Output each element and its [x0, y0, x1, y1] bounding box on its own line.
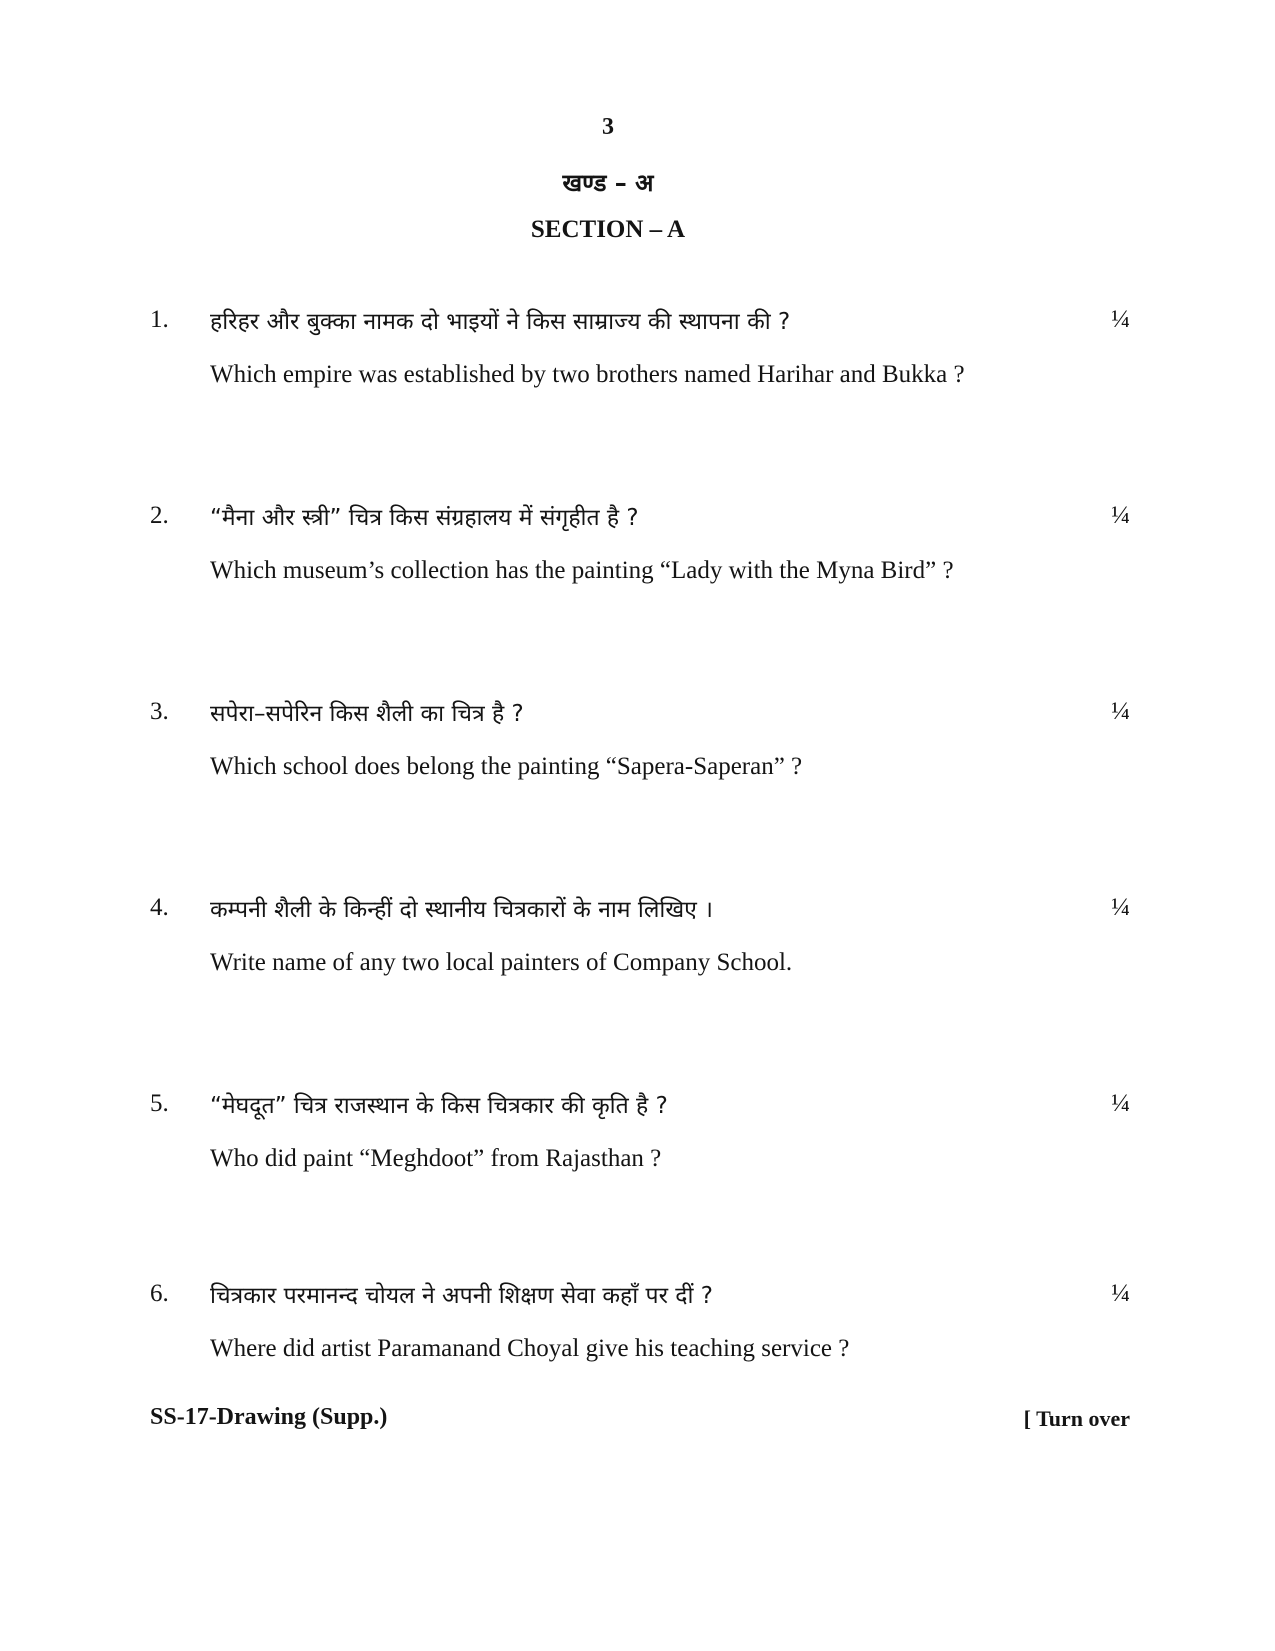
- question-number: 3.: [150, 698, 169, 725]
- question-text-hindi: “मेघदूत” चित्र राजस्थान के किस चित्रकार की कृति है ?: [210, 1093, 668, 1119]
- question-text-english: Where did artist Paramanand Choyal give his teaching service ?: [210, 1335, 850, 1362]
- question-text-hindi: सपेरा–सपेरिन किस शैली का चित्र है ?: [210, 701, 524, 727]
- question-number: 5.: [150, 1090, 169, 1117]
- question-text-hindi: “मैना और स्त्री” चित्र किस संग्रहालय में संगृहीत है ?: [210, 505, 639, 531]
- question-5: [150, 1088, 1130, 1198]
- section-heading-english: SECTION – A: [530, 216, 686, 243]
- question-text-hindi: कम्पनी शैली के किन्हीं दो स्थानीय चित्रकारों के नाम लिखिए ।: [210, 897, 713, 923]
- question-marks: ¼: [1111, 306, 1130, 333]
- turn-over-note: [ Turn over: [1023, 1406, 1130, 1431]
- question-number: 4.: [150, 894, 169, 921]
- question-text-english: Who did paint “Meghdoot” from Rajasthan ?: [210, 1145, 662, 1172]
- question-1: [150, 304, 1130, 414]
- question-number: 6.: [150, 1280, 169, 1307]
- question-marks: ¼: [1111, 502, 1130, 529]
- paper-code: SS-17-Drawing (Supp.): [150, 1404, 388, 1430]
- question-marks: ¼: [1111, 894, 1130, 921]
- question-2: [150, 500, 1130, 610]
- question-marks: ¼: [1111, 698, 1130, 725]
- question-text-hindi: चित्रकार परमानन्द चोयल ने अपनी शिक्षण सेवा कहाँ पर दीं ?: [210, 1283, 713, 1309]
- question-text-english: Which museum’s collection has the painting “Lady with the Myna Bird” ?: [210, 557, 954, 584]
- question-marks: ¼: [1111, 1090, 1130, 1117]
- question-number: 2.: [150, 502, 169, 529]
- question-text-english: Write name of any two local painters of Company School.: [210, 949, 793, 976]
- question-text-english: Which school does belong the painting “Sapera-Saperan” ?: [210, 753, 803, 780]
- page-number: 3: [602, 114, 614, 140]
- section-heading-hindi: खण्ड – अ: [562, 169, 654, 197]
- question-text-hindi: हरिहर और बुक्का नामक दो भाइयों ने किस साम्राज्य की स्थापना की ?: [210, 309, 791, 335]
- question-6: [150, 1278, 1130, 1388]
- question-text-english: Which empire was established by two brothers named Harihar and Bukka ?: [210, 361, 965, 388]
- question-marks: ¼: [1111, 1280, 1130, 1307]
- question-4: [150, 892, 1130, 1002]
- question-number: 1.: [150, 306, 169, 333]
- question-3: [150, 696, 1130, 806]
